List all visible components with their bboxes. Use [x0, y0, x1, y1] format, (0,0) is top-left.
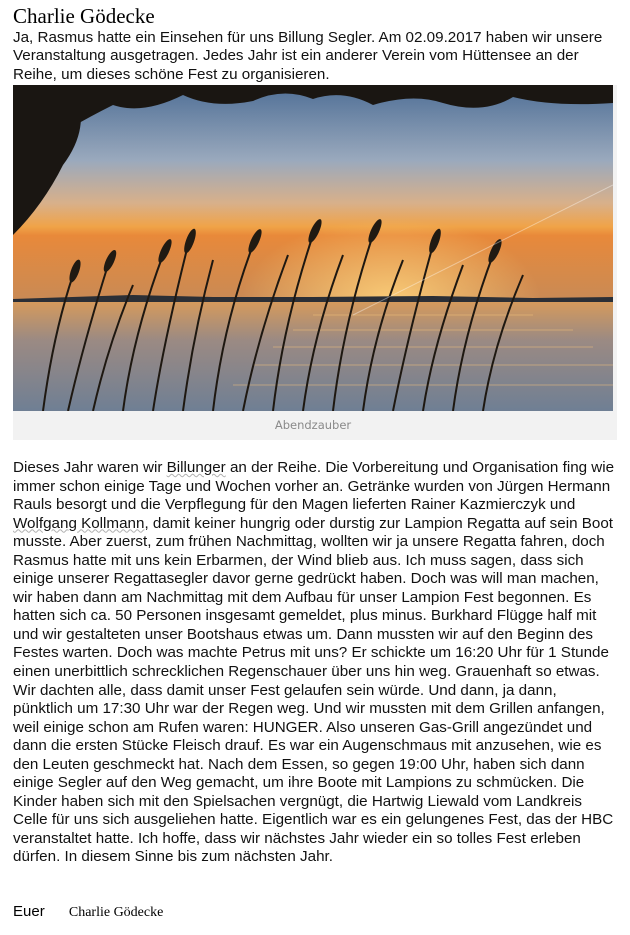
spellcheck-word: Wolfgang Kollmann: [13, 514, 145, 532]
body-text-segment: , damit keiner hungrig oder durstig zur Lampion Regatta auf sein Boot musste. Aber zuerst, zum frühen Nachmittag, wollten wir ja unsere Regatta fahren, doch Rasmus hatte mit uns kein Erbarmen, der Wind blieb aus. Ich muss sagen, dass sich einige unserer Regattasegler davor gerne gedrückt haben. Doch was will man machen, wir haben dann am Nachmittag mit dem Aufbau für unser Lampion Fest begonnen. Es hatten sich ca. 50 Personen insgesamt gemeldet, plus minus. Burkhard Flügge half mit und wir gestalteten unser Bootshaus etwas um. Dann mussten wir auf den Beginn des Festes warten. Doch was machte Petrus mit uns? Er schickte um 16:20 Uhr für 1 Stunde einen unerbittlich schrecklichen Regenschauer über uns hin weg. Grauenhaft so etwas. Wir dachten alle, dass damit unser Fest gelaufen sein würde. Und dann, ja dann, pünktlich um 17:30 Uhr war der Regen weg. Und wir mussten mit dem Grillen anfangen, weil einige schon am Rufen waren: HUNGER. Also unseren Gas-Grill angezündet und dann die ersten Stücke Fleisch drauf. Es war ein Augenschmaus mit anzusehen, wie es den Leuten geschmeckt hat. Nach dem Essen, so gegen 19:00 Uhr, haben sich dann einige Segler auf den Weg gemacht, um ihre Boote mit Lampions zu schmücken. Die Kinder haben sich mit den Spielsachen vergnügt, die Hartwig Liewald vom Landkreis Celle für uns sich ausgeliehen hatte. Eigentlich war es ein gelungenes Fest, das der HBC veranstaltet hatte. Ich hoffe, dass wir nächstes Jahr wieder ein so tolles Fest erleben dürfen. In diesem Sinne bis zum nächsten Jahr.: [13, 514, 614, 866]
sunset-lake-photo: [13, 85, 613, 411]
intro-paragraph: Ja, Rasmus hatte ein Einsehen für uns Billung Segler. Am 02.09.2017 haben wir unsere Veranstaltung ausgetragen. Jedes Jahr ist ein anderer Verein vom Hüttensee an der Reihe, um dieses schöne Fest zu organisieren.: [13, 29, 603, 83]
image-caption: Abendzauber: [274, 418, 352, 432]
greeting: Euer: [13, 903, 45, 920]
signoff: [13, 903, 163, 921]
signature: Charlie Gödecke: [68, 905, 164, 920]
image-figure: [13, 85, 617, 440]
post-title: Charlie Gödecke: [13, 4, 155, 28]
body-text-segment: an der Reihe. Die Vorbereitung und Organisation fing wie immer schon einige Tage und Wochen vorher an. Getränke wurden von Jürgen Hermann Rauls besorgt und die Verpflegung für den Magen lieferten Rainer Kazmierczyk und: [13, 459, 615, 514]
body-text-segment: Dieses Jahr waren wir: [13, 459, 167, 476]
body-paragraph: [13, 459, 618, 867]
spellcheck-word: Billunger: [166, 459, 226, 476]
